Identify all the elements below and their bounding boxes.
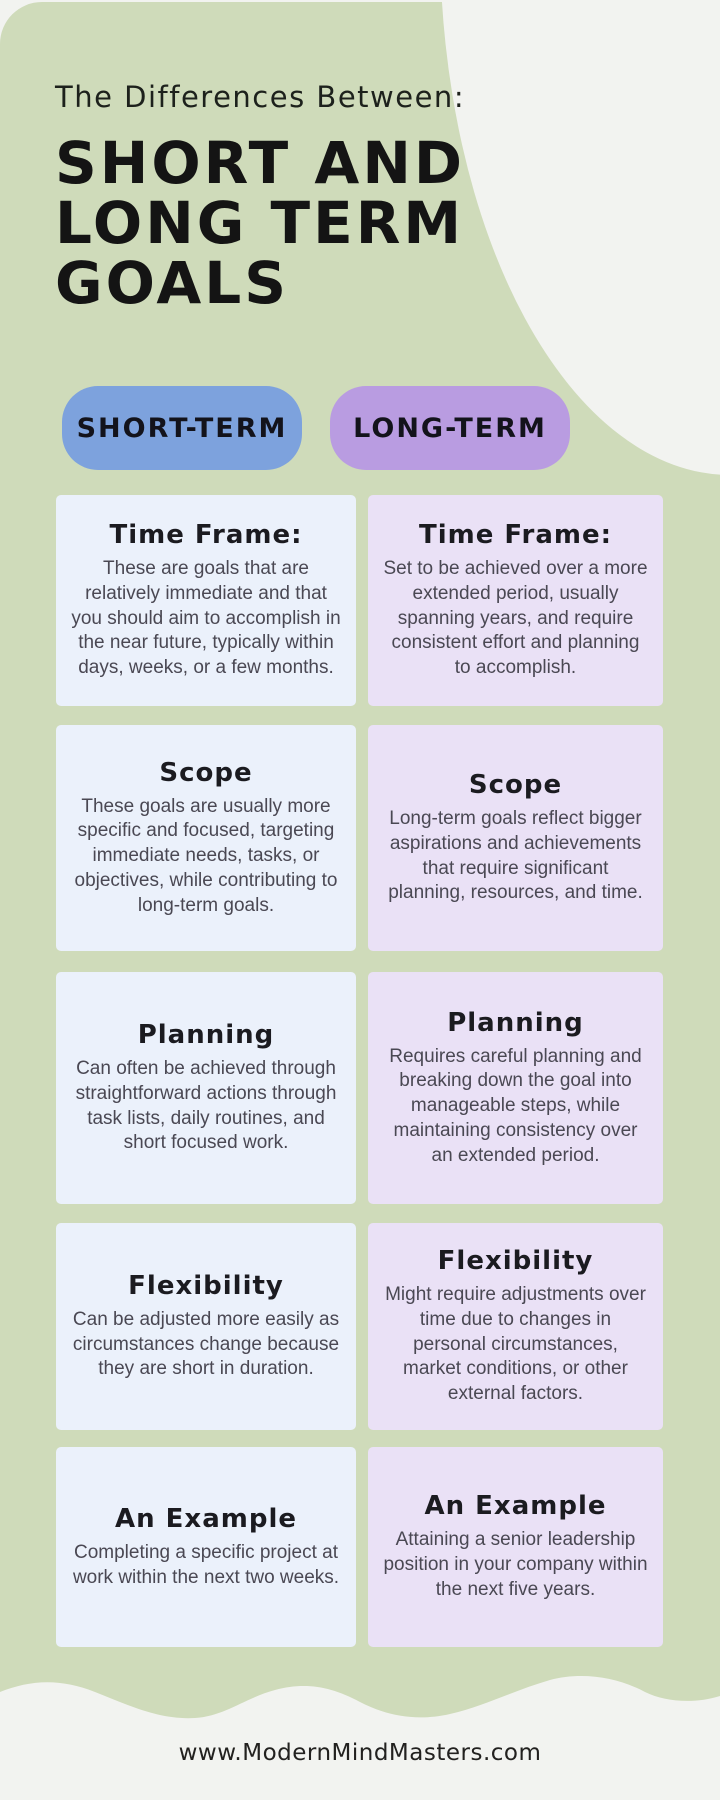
card-body: Completing a specific project at work within the next two weeks. xyxy=(72,1541,340,1588)
card-heading: An Example xyxy=(114,1503,297,1534)
card-heading: Flexibility xyxy=(128,1270,284,1301)
card-body: Long-term goals reflect bigger aspirations and achievements that require significant planning, resources, and time. xyxy=(388,808,643,904)
card-short-example xyxy=(56,1447,356,1647)
card-short-flexibility xyxy=(56,1223,356,1430)
card-body: Attaining a senior leadership position in your company within the next five years. xyxy=(383,1529,648,1600)
bottom-wave-shape xyxy=(0,1640,720,1800)
card-body: Might require adjustments over time due to changes in personal circumstances, market conditions, or other external factors. xyxy=(385,1284,646,1405)
card-body: Requires careful planning and breaking down the goal into manageable steps, while maintaining consistency over an extended period. xyxy=(389,1045,642,1166)
card-heading: Time Frame: xyxy=(109,520,303,551)
card-long-time-frame xyxy=(368,495,663,706)
card-heading: Time Frame: xyxy=(418,520,612,551)
card-body: Can be adjusted more easily as circumstances change because they are short in duration. xyxy=(72,1308,340,1380)
wave-path xyxy=(0,1676,720,1800)
card-body: These goals are usually more specific and focused, targeting immediate needs, tasks, or objectives, while contributing to long-term goals. xyxy=(74,795,338,916)
card-body: These are goals that are relatively immediate and that you should aim to accomplish in the near future, typically within days, weeks, or a few months. xyxy=(71,558,341,679)
page-title xyxy=(55,129,466,317)
card-long-planning xyxy=(368,972,663,1204)
card-short-time-frame xyxy=(56,495,356,706)
card-heading: Scope xyxy=(159,757,253,788)
card-short-planning xyxy=(56,972,356,1204)
card-long-flexibility xyxy=(368,1223,663,1430)
card-short-scope xyxy=(56,725,356,951)
card-heading: Scope xyxy=(468,770,563,801)
long-term-pill xyxy=(330,386,570,470)
card-heading: Planning xyxy=(447,1007,584,1038)
card-long-scope xyxy=(368,725,663,951)
card-heading: Flexibility xyxy=(437,1246,594,1277)
card-long-example xyxy=(368,1447,663,1647)
title-line-1: SHORT AND xyxy=(55,129,466,197)
short-term-pill xyxy=(62,386,302,470)
website-url: www.ModernMindMasters.com xyxy=(178,1740,542,1766)
header xyxy=(55,80,466,317)
short-term-pill-label: SHORT-TERM xyxy=(76,412,288,444)
title-line-3: GOALS xyxy=(55,249,289,317)
subtitle: The Differences Between: xyxy=(55,80,466,114)
long-term-pill-label: LONG-TERM xyxy=(353,412,547,444)
card-body: Set to be achieved over a more extended period, usually spanning years, and require consistent effort and planning to accomplish. xyxy=(383,558,648,679)
card-heading: Planning xyxy=(137,1020,275,1051)
title-line-2: LONG TERM xyxy=(55,189,465,257)
card-body: Can often be achieved through straightforward actions through task lists, daily routines, and short focused work. xyxy=(75,1058,337,1154)
card-heading: An Example xyxy=(424,1491,607,1522)
